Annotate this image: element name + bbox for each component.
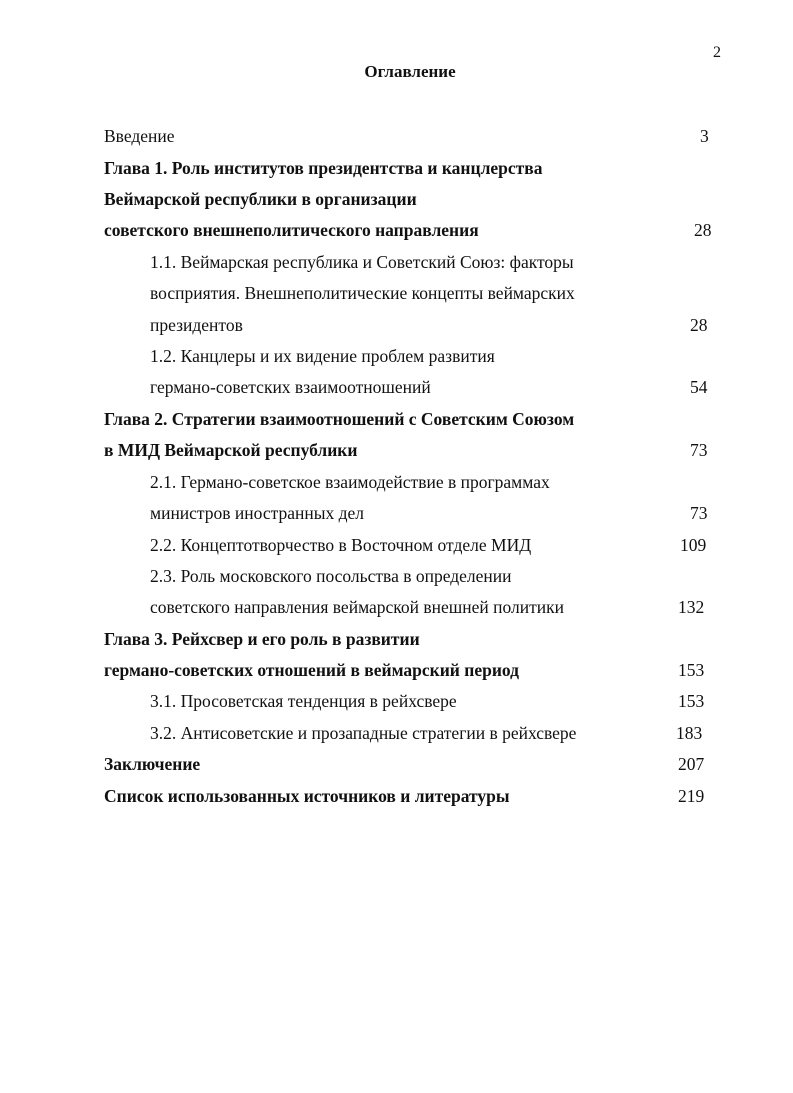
- toc-page-chapter2: 73: [690, 440, 708, 460]
- toc-entry-2-1-line1[interactable]: 2.1. Германо-советское взаимодействие в программах: [150, 472, 550, 492]
- toc-page-chapter3: 153: [678, 660, 705, 680]
- toc-entry-1-2-line1[interactable]: 1.2. Канцлеры и их видение проблем развития: [150, 346, 495, 366]
- toc-page-2-2: 109: [680, 535, 707, 555]
- toc-entry-1-1-line2[interactable]: восприятия. Внешнеполитические концепты веймарских: [150, 283, 575, 303]
- toc-page-2-1: 73: [690, 503, 708, 523]
- toc-entry-1-1-line1[interactable]: 1.1. Веймарская республика и Советский Союз: факторы: [150, 252, 574, 272]
- toc-entry-3-2[interactable]: 3.2. Антисоветские и прозападные стратегии в рейхсвере: [150, 723, 577, 743]
- page-title: Оглавление: [364, 62, 456, 81]
- toc-page-1-2: 54: [690, 377, 708, 397]
- toc-entry-chapter1-line3[interactable]: советского внешнеполитического направления: [104, 220, 479, 240]
- toc-entry-conclusion[interactable]: Заключение: [104, 754, 201, 774]
- toc-entry-2-3-line2[interactable]: советского направления веймарской внешней политики: [150, 597, 565, 617]
- toc-page-intro: 3: [700, 126, 709, 146]
- toc-page-1-1: 28: [690, 315, 708, 335]
- toc-page-bibliography: 219: [678, 786, 705, 806]
- toc-entry-intro[interactable]: Введение: [104, 126, 175, 146]
- toc-entry-chapter1-line1[interactable]: Глава 1. Роль институтов президентства и канцлерства: [104, 158, 543, 178]
- toc-page-chapter1: 28: [694, 220, 712, 240]
- toc-entry-bibliography[interactable]: Список использованных источников и литературы: [104, 786, 510, 806]
- toc-page-3-2: 183: [676, 723, 703, 743]
- toc-entry-chapter3-line2[interactable]: германо-советских отношений в веймарский период: [104, 660, 520, 680]
- toc-entry-chapter2-line2[interactable]: в МИД Веймарской республики: [104, 440, 358, 460]
- toc-page-3-1: 153: [678, 691, 705, 711]
- toc-entry-2-2[interactable]: 2.2. Концептотворчество в Восточном отделе МИД: [150, 535, 532, 555]
- toc-entry-2-1-line2[interactable]: министров иностранных дел: [150, 503, 365, 523]
- toc-entry-1-2-line2[interactable]: германо-советских взаимоотношений: [150, 377, 431, 397]
- toc-entry-chapter3-line1[interactable]: Глава 3. Рейхсвер и его роль в развитии: [104, 629, 420, 649]
- toc-entry-3-1[interactable]: 3.1. Просоветская тенденция в рейхсвере: [150, 691, 457, 711]
- page-number: 2: [713, 44, 721, 61]
- toc-entry-chapter1-line2[interactable]: Веймарской республики в организации: [104, 189, 417, 209]
- toc-entry-2-3-line1[interactable]: 2.3. Роль московского посольства в определении: [150, 566, 512, 586]
- toc-page-2-3: 132: [678, 597, 705, 617]
- toc-entry-1-1-line3[interactable]: президентов: [150, 315, 243, 335]
- toc-page-conclusion: 207: [678, 754, 705, 774]
- toc-entry-chapter2-line1[interactable]: Глава 2. Стратегии взаимоотношений с Советским Союзом: [104, 409, 575, 429]
